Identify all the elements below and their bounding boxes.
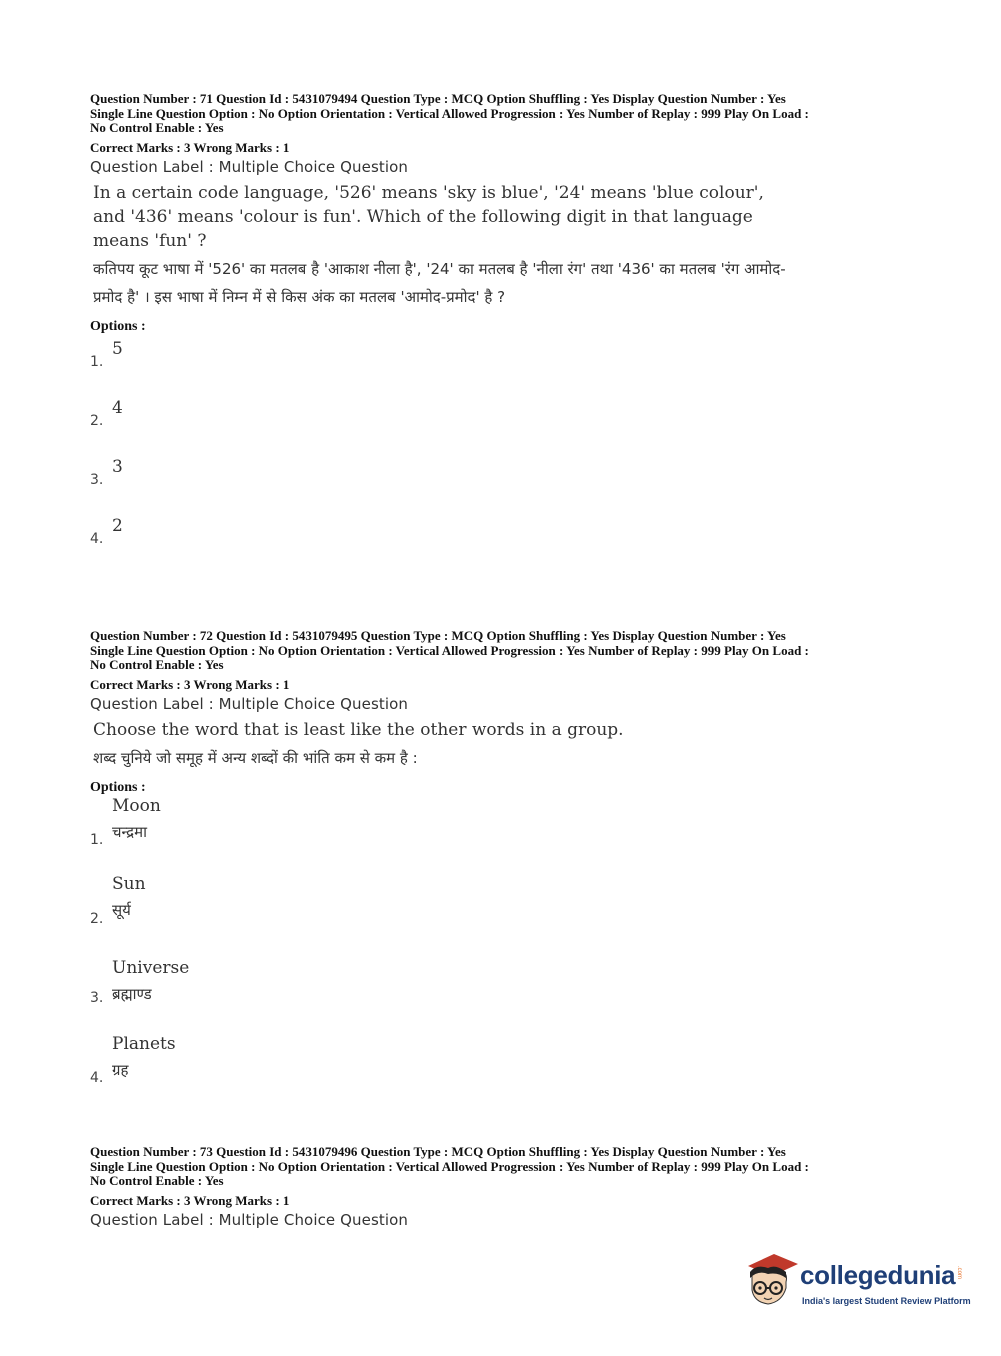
meta-line: Single Line Question Option : No Option Orientation : Vertical Allowed Progression : Yes Number of Replay : 999 Play On Load : — [90, 105, 809, 121]
collegedunia-logo — [742, 1252, 972, 1314]
question-73 — [90, 1145, 920, 1229]
options-label: Options : — [90, 319, 146, 334]
question-meta — [90, 629, 920, 692]
option-number: 1. — [90, 354, 104, 370]
option-text-english: Moon — [112, 796, 161, 816]
option-4[interactable] — [90, 1034, 920, 1094]
option-3[interactable] — [90, 958, 920, 1034]
question-text-hindi: शब्द चुनिये जो समूह में अन्य शब्दों की भांति कम से कम है : — [93, 749, 418, 767]
question-label: Question Label : Multiple Choice Question — [90, 158, 409, 176]
question-text-hindi: कतिपय कूट भाषा में '526' का मतलब है 'आकाश नीला है', '24' का मतलब है 'नीला रंग' तथा '436' का मतलब 'रंग आमोद-प्रमोद है' । इस भाषा में निम्न में से किस अंक का मतलब 'आमोद-प्रमोद' है ? — [93, 260, 786, 306]
option-number: 3. — [90, 990, 104, 1006]
marks-line: Correct Marks : 3 Wrong Marks : 1 — [90, 139, 290, 155]
question-72 — [90, 629, 920, 1094]
option-text-hindi: ग्रह — [112, 1061, 129, 1079]
brand-tagline: India's largest Student Review Platform — [802, 1296, 971, 1306]
option-text: 2 — [112, 516, 123, 536]
question-text-english: Choose the word that is least like the other words in a group. — [93, 720, 624, 740]
meta-line: Question Number : 72 Question Id : 5431079495 Question Type : MCQ Option Shuffling : Yes Display Question Number : Yes — [90, 628, 786, 643]
question-71 — [90, 92, 920, 552]
option-1[interactable] — [90, 335, 920, 394]
option-3[interactable] — [90, 453, 920, 512]
option-text-hindi: चन्द्रमा — [112, 823, 147, 841]
meta-line: No Control Enable : Yes — [90, 657, 224, 672]
option-text-hindi: सूर्य — [112, 901, 131, 919]
option-text-english: Planets — [112, 1034, 176, 1054]
option-number: 1. — [90, 832, 104, 848]
options-label: Options : — [90, 780, 146, 795]
meta-line: Single Line Question Option : No Option Orientation : Vertical Allowed Progression : Yes Number of Replay : 999 Play On Load : — [90, 642, 809, 658]
meta-line: Question Number : 71 Question Id : 5431079494 Question Type : MCQ Option Shuffling : Yes Display Question Number : Yes — [90, 91, 786, 106]
question-meta — [90, 92, 920, 155]
option-text-english: Universe — [112, 958, 190, 978]
meta-line: No Control Enable : Yes — [90, 1173, 224, 1188]
mascot-graduation-cap-icon — [742, 1252, 800, 1314]
option-number: 4. — [90, 531, 104, 547]
option-2[interactable] — [90, 874, 920, 958]
option-text: 4 — [112, 398, 123, 418]
option-2[interactable] — [90, 394, 920, 453]
question-meta — [90, 1145, 920, 1208]
question-label: Question Label : Multiple Choice Question — [90, 1211, 409, 1229]
option-text-hindi: ब्रह्माण्ड — [112, 985, 152, 1003]
option-4[interactable] — [90, 512, 920, 552]
option-1[interactable] — [90, 796, 920, 874]
meta-line: Question Number : 73 Question Id : 5431079496 Question Type : MCQ Option Shuffling : Yes Display Question Number : Yes — [90, 1144, 786, 1159]
option-text-english: Sun — [112, 874, 146, 894]
option-number: 3. — [90, 472, 104, 488]
marks-line: Correct Marks : 3 Wrong Marks : 1 — [90, 676, 290, 692]
question-text-english: In a certain code language, '526' means 'sky is blue', '24' means 'blue colour', and '436' means 'colour is fun'. Which of the following digit in that language means 'fun' ? — [93, 183, 764, 251]
option-number: 2. — [90, 911, 104, 927]
marks-line: Correct Marks : 3 Wrong Marks : 1 — [90, 1192, 290, 1208]
option-text: 3 — [112, 457, 123, 477]
question-label: Question Label : Multiple Choice Question — [90, 695, 409, 713]
option-number: 4. — [90, 1070, 104, 1086]
brand-name: collegedunia — [800, 1260, 956, 1290]
option-number: 2. — [90, 413, 104, 429]
meta-line: No Control Enable : Yes — [90, 120, 224, 135]
meta-line: Single Line Question Option : No Option Orientation : Vertical Allowed Progression : Yes Number of Replay : 999 Play On Load : — [90, 1158, 809, 1174]
option-text: 5 — [112, 339, 123, 359]
brand-com: .com — [956, 1266, 962, 1280]
